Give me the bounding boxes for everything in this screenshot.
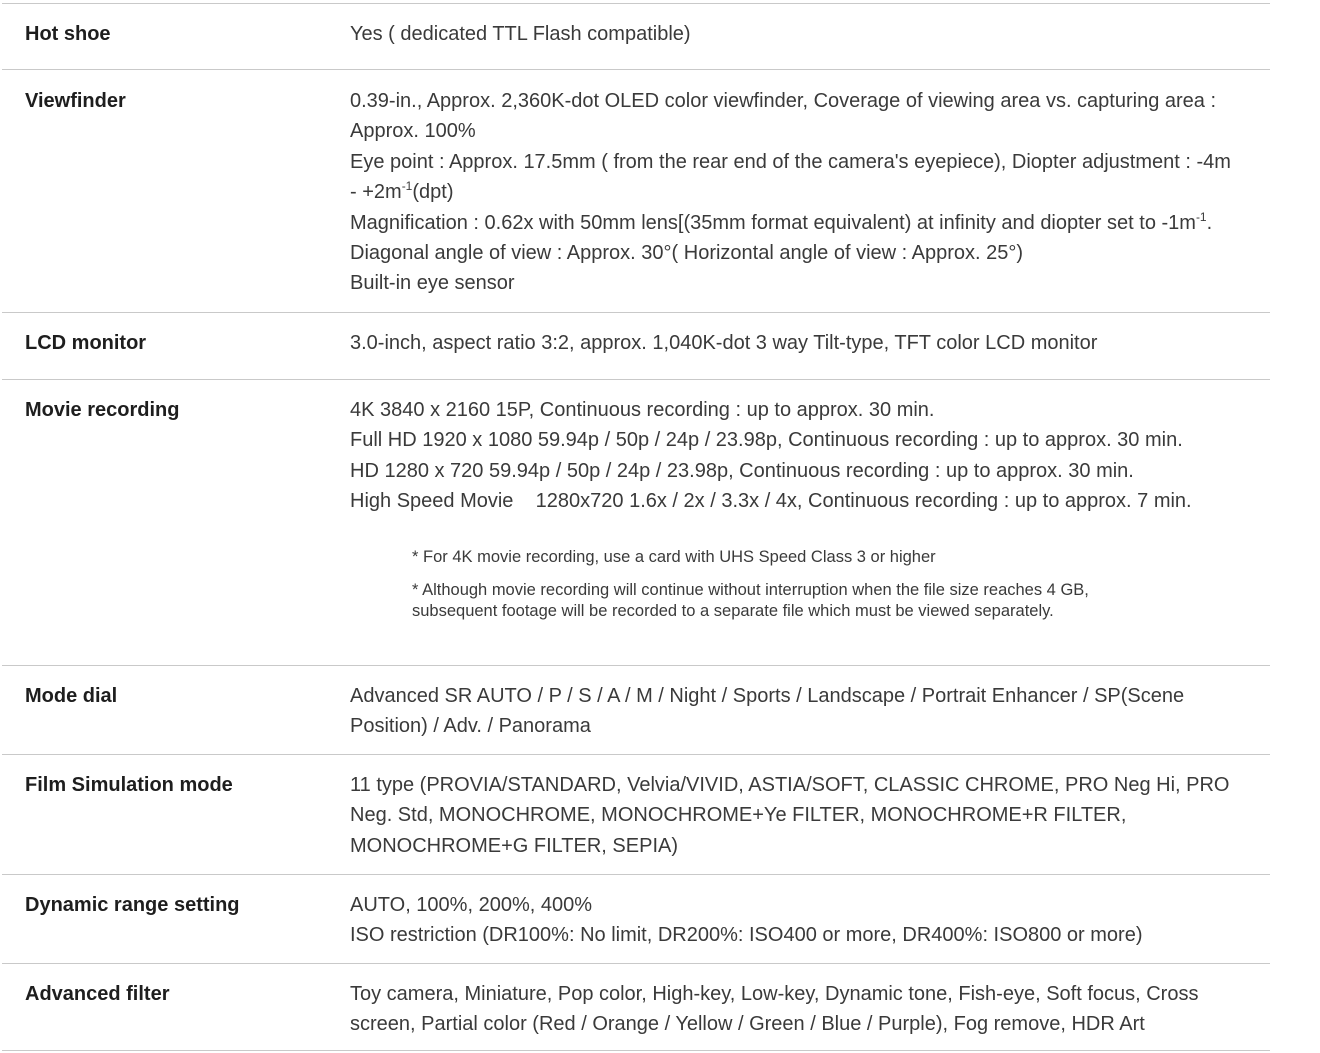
spec-value [350, 19, 1315, 49]
footnote: * For 4K movie recording, use a card with UHS Speed Class 3 or higher [412, 548, 936, 566]
spec-value [350, 770, 1315, 861]
spec-value [350, 395, 1315, 517]
row-divider [2, 312, 1270, 313]
row-divider [2, 1050, 1270, 1051]
spec-value-line: Yes ( dedicated TTL Flash compatible) [350, 23, 691, 45]
spec-label: Viewfinder [25, 90, 126, 112]
spec-value [350, 681, 1315, 742]
footnote: * Although movie recording will continue without interruption when the file size reaches 4 GB, [412, 581, 1089, 599]
row-divider [2, 754, 1270, 755]
spec-value-line: Diagonal angle of view : Approx. 30°( Horizontal angle of view : Approx. 25°) [350, 242, 1024, 265]
row-divider [2, 665, 1270, 666]
spec-value-line: Advanced SR AUTO / P / S / A / M / Night / Sports / Landscape / Portrait Enhancer / SP(Scene [350, 685, 1185, 707]
row-divider [2, 3, 1270, 4]
spec-value-line: MONOCHROME+G FILTER, SEPIA) [350, 834, 678, 857]
spec-value-line: Eye point : Approx. 17.5mm ( from the rear end of the camera's eyepiece), Diopter adjustment : -4m [350, 150, 1231, 173]
spec-label: Mode dial [25, 685, 118, 707]
spec-label: Hot shoe [25, 23, 111, 45]
spec-value-line: HD 1280 x 720 59.94p / 50p / 24p / 23.98p, Continuous recording : up to approx. 30 min. [350, 459, 1134, 482]
spec-value-line: Built-in eye sensor [350, 272, 515, 295]
spec-value [350, 328, 1315, 358]
spec-value [350, 86, 1315, 299]
spec-value-line: Position) / Adv. / Panorama [350, 715, 591, 738]
spec-value-line: Toy camera, Miniature, Pop color, High-key, Low-key, Dynamic tone, Fish-eye, Soft focus, Cross [350, 983, 1199, 1005]
superscript: -1 [1195, 209, 1207, 224]
spec-value [350, 979, 1315, 1040]
spec-label: Dynamic range setting [25, 894, 240, 916]
spec-value-line: 3.0-inch, aspect ratio 3:2, approx. 1,040K-dot 3 way Tilt-type, TFT color LCD monitor [350, 332, 1098, 354]
spec-value-line [350, 208, 1315, 238]
spec-label: Advanced filter [25, 983, 170, 1005]
row-divider [2, 874, 1270, 875]
spec-value-line: screen, Partial color (Red / Orange / Yellow / Green / Blue / Purple), Fog remove, HDR Art [350, 1013, 1145, 1036]
spec-value-line: 4K 3840 x 2160 15P, Continuous recording : up to approx. 30 min. [350, 399, 935, 421]
spec-value-line: Neg. Std, MONOCHROME, MONOCHROME+Ye FILTER, MONOCHROME+R FILTER, [350, 804, 1127, 827]
spec-label: Film Simulation mode [25, 774, 233, 796]
spec-value-line: Full HD 1920 x 1080 59.94p / 50p / 24p / 23.98p, Continuous recording : up to approx. 30 min. [350, 429, 1183, 452]
row-divider [2, 963, 1270, 964]
spec-value-line: AUTO, 100%, 200%, 400% [350, 894, 592, 916]
spec-value-line [350, 177, 1315, 207]
text-part: Magnification : 0.62x with 50mm lens[(35mm format equivalent) at infinity and diopter set to -1m [350, 211, 1196, 234]
spec-value-line: Approx. 100% [350, 120, 476, 143]
spec-label: Movie recording [25, 399, 180, 421]
spec-value [350, 890, 1315, 951]
text-part: - +2m [350, 181, 402, 204]
spec-value-line: 0.39-in., Approx. 2,360K-dot OLED color viewfinder, Coverage of viewing area vs. capturing area : [350, 90, 1217, 112]
spec-value-line: High Speed Movie 1280x720 1.6x / 2x / 3.3x / 4x, Continuous recording : up to approx. 7 min. [350, 490, 1192, 513]
superscript: -1 [401, 179, 413, 194]
text-part: . [1206, 211, 1213, 234]
spec-value-line: ISO restriction (DR100%: No limit, DR200%: ISO400 or more, DR400%: ISO800 or more) [350, 924, 1143, 947]
footnote: subsequent footage will be recorded to a separate file which must be viewed separately. [412, 602, 1054, 620]
row-divider [2, 379, 1270, 380]
movie-notes [412, 547, 1292, 622]
row-divider [2, 69, 1270, 70]
spec-label: LCD monitor [25, 332, 147, 354]
text-part: (dpt) [412, 181, 454, 204]
spec-value-line: 11 type (PROVIA/STANDARD, Velvia/VIVID, ASTIA/SOFT, CLASSIC CHROME, PRO Neg Hi, PRO [350, 774, 1230, 796]
